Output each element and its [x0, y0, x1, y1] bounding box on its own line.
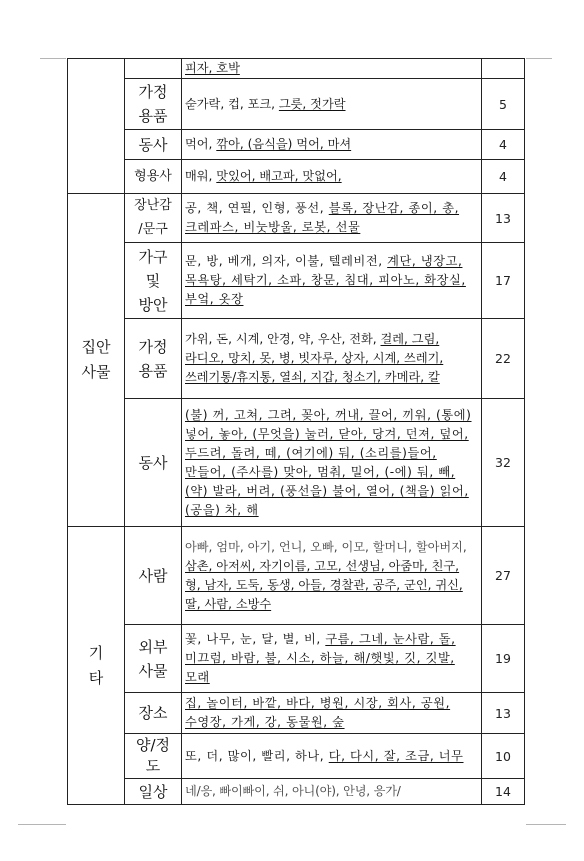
table-row — [68, 319, 525, 399]
words-plain: 먹어, — [185, 137, 217, 151]
word-list-cell — [182, 779, 482, 805]
subcategory-cell: 동사 — [125, 130, 182, 160]
category-cell-household: 집안 사물 — [68, 194, 125, 527]
subcategory-cell: 가구 및 방안 — [125, 243, 182, 319]
count-cell: 13 — [482, 693, 525, 734]
words-underlined: 깎아, (음식을) 먹어, 마셔 — [216, 137, 352, 151]
table-row — [68, 59, 525, 79]
word-list-cell — [182, 734, 482, 779]
count-cell: 14 — [482, 779, 525, 805]
words-underlined: 맛있어, 배고파, 맛없어, — [216, 169, 342, 183]
crop-mark-top-right-h — [526, 58, 552, 59]
words-underlined: 다, 다시, 잘, 조금, 너무 — [328, 748, 464, 763]
words-underlined: 삼촌, 아저씨, 자기이름, 고모, 선생님, 아줌마, 친구, 형, 남자, 도둑, 동생, 아들, 경찰관, 공주, 군인, 귀신, 딸, 사람, 소방수 — [185, 558, 463, 611]
words-plain: 공, 책, 연필, 인형, 풍선, — [185, 201, 329, 215]
word-list-cell — [182, 527, 482, 625]
words-underlined: 걸레, 그림, 라디오, 망치, 못, 병, 빗자루, 상자, 시계, 쓰레기, 쓰레기통/휴지통, 열쇠, 지갑, 청소기, 카메라, 칼 — [185, 332, 444, 384]
count-cell: 4 — [482, 160, 525, 194]
word-list-cell — [182, 243, 482, 319]
words-plain: 네/응, 빠이빠이, 쉬, 아니(야), 안녕, 응가/ — [185, 784, 401, 798]
count-cell: 22 — [482, 319, 525, 399]
word-list-cell — [182, 625, 482, 693]
category-cell-food — [68, 59, 125, 194]
words-plain: 문, 방, 베개, 의자, 이불, 텔레비전, — [185, 254, 388, 268]
word-list-cell — [182, 59, 482, 79]
table-row — [68, 79, 525, 130]
words-plain: 매워, — [185, 169, 217, 183]
words-underlined: 집, 놀이터, 바깥, 바다, 병원, 시장, 회사, 공원, 수영장, 가게, 강, 동물원, 숲 — [185, 696, 451, 729]
count-cell: 19 — [482, 625, 525, 693]
crop-mark-top-left-h — [40, 58, 66, 59]
words-plain: 꽃, 나무, 눈, 달, 별, 비, — [185, 632, 326, 646]
count-cell: 13 — [482, 194, 525, 243]
count-cell — [482, 59, 525, 79]
words-underlined: 계단, 냉장고, 목욕탕, 세탁기, 소파, 창문, 침대, 피아노, 화장실, 부엌, 옷장 — [185, 254, 466, 306]
subcategory-cell: 외부 사물 — [125, 625, 182, 693]
subcategory-cell: 가정 용품 — [125, 79, 182, 130]
word-list-cell — [182, 79, 482, 130]
word-list-cell — [182, 160, 482, 194]
subcategory-cell: 가정 용품 — [125, 319, 182, 399]
count-cell: 32 — [482, 399, 525, 527]
subcategory-cell — [125, 59, 182, 79]
words-underlined: 그릇, 젓가락 — [278, 96, 346, 111]
count-cell: 10 — [482, 734, 525, 779]
subcategory-cell: 장소 — [125, 693, 182, 734]
word-list-cell — [182, 194, 482, 243]
crop-mark-bottom-right-h — [526, 824, 566, 825]
words-underlined: 피자, 호박 — [185, 61, 240, 75]
count-cell: 17 — [482, 243, 525, 319]
table-row — [68, 527, 525, 625]
table-row — [68, 693, 525, 734]
table-row — [68, 734, 525, 779]
word-list-cell — [182, 319, 482, 399]
table-row — [68, 160, 525, 194]
words-underlined: 구름, 그네, 눈사람, 돌, 미끄럼, 바람, 불, 시소, 하늘, 해/햇빛, 깃, 깃발, 모래 — [185, 632, 456, 684]
words-plain: 또, 더, 많이, 빨리, 하나, — [185, 748, 329, 763]
word-list-cell — [182, 693, 482, 734]
words-underlined: (불) 꺼, 고쳐, 그려, 꽂아, 꺼내, 끌어, 끼워, (통에) 넣어, 놓아, (무엇을) 눌러, 닫아, 당겨, 던져, 덮어, 두드려, 돌려, 떼, (여기에) 둬, (소리를)들어, 만들어, (주사를) 맞아, 멈춰, 밀어, (-에) 둬, 빼, (약) 발라, 버려, (풍선을) 불어, 열어, (책을) 읽어, (공을) 차, 해 — [185, 407, 472, 517]
subcategory-cell: 동사 — [125, 399, 182, 527]
table-row — [68, 625, 525, 693]
subcategory-cell: 양/정 도 — [125, 734, 182, 779]
words-plain: 가위, 돈, 시계, 안경, 약, 우산, 전화, — [185, 332, 381, 346]
table-row — [68, 779, 525, 805]
crop-mark-bottom-left-h — [18, 824, 66, 825]
count-cell: 4 — [482, 130, 525, 160]
table-row — [68, 194, 525, 243]
subcategory-cell: 형용사 — [125, 160, 182, 194]
category-cell-other: 기 타 — [68, 527, 125, 805]
words-plain: 아빠, 엄마, 아기, 언니, 오빠, 이모, 할머니, 할아버지, — [185, 539, 467, 554]
word-list-cell — [182, 399, 482, 527]
subcategory-cell: 장난감 /문구 — [125, 194, 182, 243]
count-cell: 5 — [482, 79, 525, 130]
vocabulary-table — [67, 58, 525, 805]
subcategory-cell: 일상 — [125, 779, 182, 805]
count-cell: 27 — [482, 527, 525, 625]
table-row — [68, 399, 525, 527]
subcategory-cell: 사람 — [125, 527, 182, 625]
table-row — [68, 243, 525, 319]
words-underlined: 블록, 장난감, 종이, 총, 크레파스, 비눗방울, 로봇, 선물 — [185, 201, 460, 234]
table-row — [68, 130, 525, 160]
word-list-cell — [182, 130, 482, 160]
words-plain: 숟가락, 컵, 포크, — [185, 96, 279, 111]
